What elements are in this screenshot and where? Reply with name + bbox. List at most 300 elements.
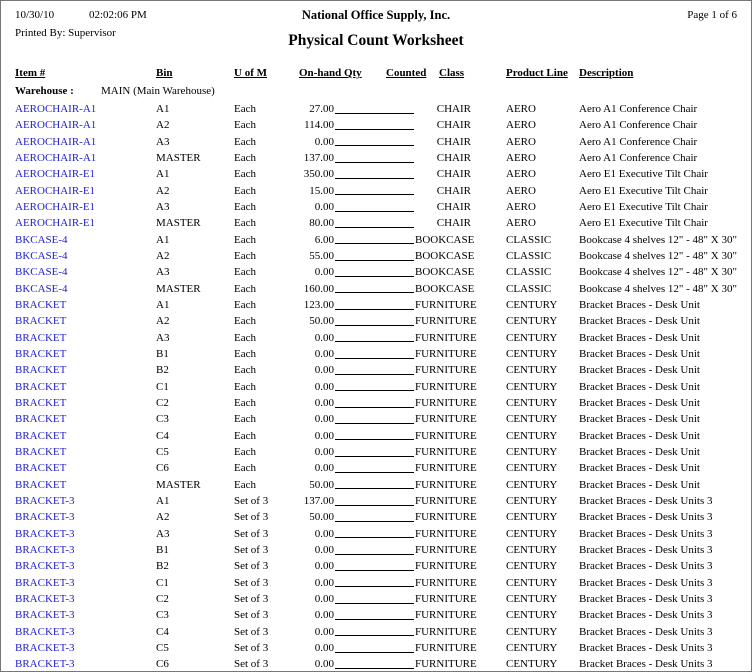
onhand-qty-cell: 137.00 <box>303 494 334 507</box>
class-cell: FURNITURE <box>415 478 477 491</box>
description-cell: Bracket Braces - Desk Units 3 <box>579 494 713 507</box>
counted-blank-line <box>334 460 415 476</box>
product-line-cell: CENTURY <box>506 560 558 573</box>
onhand-qty-cell: 123.00 <box>303 298 334 311</box>
onhand-qty-cell: 0.00 <box>314 331 334 344</box>
product-line-cell: CLASSIC <box>506 249 552 262</box>
table-row <box>15 330 739 346</box>
item-link[interactable]: BRACKET <box>15 315 67 328</box>
class-cell: CHAIR <box>436 184 471 197</box>
uom-cell: Each <box>234 429 256 442</box>
uom-cell: Each <box>234 347 256 360</box>
item-link[interactable]: BRACKET <box>15 478 67 491</box>
item-link[interactable]: BRACKET <box>15 462 67 475</box>
printed-by: Printed By: Supervisor <box>15 27 116 39</box>
table-row <box>15 183 739 199</box>
class-cell: FURNITURE <box>415 429 477 442</box>
product-line-cell: CENTURY <box>506 658 558 671</box>
product-line-cell: CLASSIC <box>506 282 552 295</box>
onhand-qty-cell: 0.00 <box>314 592 334 605</box>
class-cell: FURNITURE <box>415 494 477 507</box>
counted-blank-line <box>334 558 415 574</box>
onhand-qty-cell: 0.00 <box>314 641 334 654</box>
onhand-qty-cell: 80.00 <box>309 217 334 230</box>
bin-cell: A3 <box>156 135 170 148</box>
onhand-qty-cell: 0.00 <box>314 576 334 589</box>
product-line-cell: CENTURY <box>506 543 558 556</box>
counted-blank-line <box>334 395 415 411</box>
product-line-cell: AERO <box>506 200 536 213</box>
onhand-qty-cell: 114.00 <box>304 119 334 132</box>
counted-blank-line <box>334 362 415 378</box>
description-cell: Aero A1 Conference Chair <box>579 135 698 148</box>
counted-blank-line <box>334 248 415 264</box>
product-line-cell: CENTURY <box>506 478 558 491</box>
col-header-bin: Bin <box>156 67 173 79</box>
class-cell: FURNITURE <box>415 298 477 311</box>
class-cell: FURNITURE <box>415 331 477 344</box>
counted-blank-line <box>334 509 415 525</box>
product-line-cell: CLASSIC <box>506 266 552 279</box>
description-cell: Aero A1 Conference Chair <box>579 103 698 115</box>
onhand-qty-cell: 0.00 <box>314 135 334 148</box>
bin-cell: C4 <box>156 625 169 638</box>
class-cell: FURNITURE <box>415 445 477 458</box>
product-line-cell: CENTURY <box>506 527 558 540</box>
uom-cell: Each <box>234 298 256 311</box>
class-cell: FURNITURE <box>415 413 477 426</box>
item-link[interactable]: BRACKET-3 <box>15 527 75 540</box>
description-cell: Aero E1 Executive Tilt Chair <box>579 200 708 213</box>
uom-cell: Each <box>234 315 256 328</box>
bin-cell: C3 <box>156 413 169 426</box>
item-link[interactable]: BRACKET-3 <box>15 543 75 556</box>
table-row <box>15 232 739 248</box>
description-cell: Bookcase 4 shelves 12" - 48" X 30" <box>579 249 737 262</box>
description-cell: Bracket Braces - Desk Unit <box>579 347 700 360</box>
onhand-qty-cell: 55.00 <box>309 249 334 262</box>
bin-cell: B1 <box>156 347 169 360</box>
report-date: 10/30/10 <box>15 9 55 21</box>
item-link[interactable]: BKCASE-4 <box>15 233 68 246</box>
table-row <box>15 428 739 444</box>
product-line-cell: CENTURY <box>506 511 558 524</box>
description-cell: Bracket Braces - Desk Unit <box>579 364 700 377</box>
counted-blank-line <box>334 591 415 607</box>
col-header-uom: U of M <box>234 67 267 79</box>
counted-blank-line <box>334 346 415 362</box>
description-cell: Aero E1 Executive Tilt Chair <box>579 184 708 197</box>
onhand-qty-cell: 0.00 <box>314 625 334 638</box>
item-link[interactable]: BRACKET-3 <box>15 658 75 671</box>
item-link[interactable]: BRACKET-3 <box>15 576 75 589</box>
description-cell: Bracket Braces - Desk Unit <box>579 413 700 426</box>
table-row <box>15 444 739 460</box>
product-line-cell: CLASSIC <box>506 233 552 246</box>
class-cell: FURNITURE <box>415 543 477 556</box>
bin-cell: A1 <box>156 233 170 246</box>
table-row <box>15 248 739 264</box>
bin-cell: A1 <box>156 103 170 115</box>
table-row <box>15 395 739 411</box>
product-line-cell: CENTURY <box>506 625 558 638</box>
onhand-qty-cell: 50.00 <box>309 315 334 328</box>
product-line-cell: AERO <box>506 168 536 181</box>
description-cell: Bracket Braces - Desk Unit <box>579 380 700 393</box>
class-cell: FURNITURE <box>415 658 477 671</box>
description-cell: Bracket Braces - Desk Unit <box>579 331 700 344</box>
onhand-qty-cell: 0.00 <box>314 445 334 458</box>
table-row <box>15 640 739 656</box>
item-link[interactable]: AEROCHAIR-E1 <box>15 184 96 197</box>
description-cell: Bracket Braces - Desk Units 3 <box>579 576 713 589</box>
col-header-counted: Counted <box>386 67 427 79</box>
table-row <box>15 215 739 231</box>
product-line-cell: CENTURY <box>506 462 558 475</box>
bin-cell: C6 <box>156 462 169 475</box>
bin-cell: A3 <box>156 266 170 279</box>
onhand-qty-cell: 0.00 <box>314 429 334 442</box>
class-cell: BOOKCASE <box>415 233 475 246</box>
item-link[interactable]: BRACKET <box>15 413 67 426</box>
counted-blank-line <box>334 379 415 395</box>
table-row <box>15 134 739 150</box>
bin-cell: MASTER <box>156 217 201 230</box>
uom-cell: Each <box>234 119 256 132</box>
bin-cell: A3 <box>156 527 170 540</box>
description-cell: Bracket Braces - Desk Units 3 <box>579 543 713 556</box>
product-line-cell: AERO <box>506 151 536 164</box>
counted-blank-line <box>334 428 415 444</box>
bin-cell: A2 <box>156 184 170 197</box>
onhand-qty-cell: 6.00 <box>314 233 334 246</box>
bin-cell: MASTER <box>156 151 201 164</box>
item-link[interactable]: AEROCHAIR-E1 <box>15 200 96 213</box>
bin-cell: A3 <box>156 331 170 344</box>
description-cell: Bracket Braces - Desk Unit <box>579 298 700 311</box>
class-cell: BOOKCASE <box>415 249 475 262</box>
bin-cell: A1 <box>156 168 170 181</box>
counted-blank-line <box>334 313 415 329</box>
onhand-qty-cell: 0.00 <box>314 380 334 393</box>
uom-cell: Set of 3 <box>234 625 269 638</box>
onhand-qty-cell: 160.00 <box>303 282 334 295</box>
class-cell: FURNITURE <box>415 527 477 540</box>
uom-cell: Each <box>234 413 256 426</box>
product-line-cell: AERO <box>506 217 536 230</box>
uom-cell: Each <box>234 217 256 230</box>
uom-cell: Set of 3 <box>234 592 269 605</box>
counted-blank-line <box>334 101 415 117</box>
product-line-cell: CENTURY <box>506 576 558 589</box>
product-line-cell: CENTURY <box>506 445 558 458</box>
item-link[interactable]: BRACKET <box>15 298 67 311</box>
uom-cell: Each <box>234 135 256 148</box>
uom-cell: Each <box>234 445 256 458</box>
item-link[interactable]: AEROCHAIR-E1 <box>15 168 96 181</box>
uom-cell: Each <box>234 103 256 115</box>
counted-blank-line <box>334 297 415 313</box>
table-row <box>15 362 739 378</box>
onhand-qty-cell: 50.00 <box>309 478 334 491</box>
description-cell: Bracket Braces - Desk Unit <box>579 396 700 409</box>
counted-blank-line <box>334 656 415 672</box>
item-link[interactable]: BRACKET-3 <box>15 494 75 507</box>
description-cell: Aero A1 Conference Chair <box>579 151 698 164</box>
class-cell: BOOKCASE <box>415 266 475 279</box>
counted-blank-line <box>334 330 415 346</box>
item-link[interactable]: BRACKET-3 <box>15 609 75 622</box>
uom-cell: Set of 3 <box>234 658 269 671</box>
uom-cell: Each <box>234 266 256 279</box>
product-line-cell: CENTURY <box>506 609 558 622</box>
onhand-qty-cell: 0.00 <box>314 364 334 377</box>
table-row <box>15 460 739 476</box>
table-row <box>15 297 739 313</box>
counted-blank-line <box>334 624 415 640</box>
item-link[interactable]: BRACKET-3 <box>15 592 75 605</box>
class-cell: CHAIR <box>436 200 471 213</box>
item-link[interactable]: BRACKET-3 <box>15 560 75 573</box>
class-cell: FURNITURE <box>415 592 477 605</box>
uom-cell: Each <box>234 331 256 344</box>
uom-cell: Each <box>234 462 256 475</box>
bin-cell: A2 <box>156 249 170 262</box>
table-row <box>15 607 739 623</box>
uom-cell: Each <box>234 249 256 262</box>
product-line-cell: AERO <box>506 119 536 132</box>
onhand-qty-cell: 0.00 <box>314 266 334 279</box>
counted-blank-line <box>334 134 415 150</box>
class-cell: FURNITURE <box>415 347 477 360</box>
product-line-cell: CENTURY <box>506 592 558 605</box>
bin-cell: C1 <box>156 380 169 393</box>
item-link[interactable]: AEROCHAIR-A1 <box>15 103 97 115</box>
uom-cell: Set of 3 <box>234 641 269 654</box>
uom-cell: Each <box>234 396 256 409</box>
item-link[interactable]: BRACKET-3 <box>15 511 75 524</box>
item-link[interactable]: BRACKET <box>15 347 67 360</box>
bin-cell: C3 <box>156 609 169 622</box>
class-cell: FURNITURE <box>415 364 477 377</box>
report-title: Physical Count Worksheet <box>288 32 464 49</box>
warehouse-value: MAIN (Main Warehouse) <box>101 85 215 97</box>
onhand-qty-cell: 0.00 <box>314 609 334 622</box>
table-row <box>15 591 739 607</box>
onhand-qty-cell: 0.00 <box>314 658 334 671</box>
onhand-qty-cell: 0.00 <box>314 527 334 540</box>
counted-blank-line <box>334 493 415 509</box>
onhand-qty-cell: 50.00 <box>309 511 334 524</box>
onhand-qty-cell: 350.00 <box>303 168 334 181</box>
class-cell: FURNITURE <box>415 625 477 638</box>
item-link[interactable]: BKCASE-4 <box>15 249 68 262</box>
description-cell: Bracket Braces - Desk Unit <box>579 445 700 458</box>
bin-cell: C2 <box>156 396 169 409</box>
class-cell: CHAIR <box>436 103 471 115</box>
bin-cell: A3 <box>156 200 170 213</box>
bin-cell: C1 <box>156 576 169 589</box>
bin-cell: B2 <box>156 560 169 573</box>
uom-cell: Each <box>234 380 256 393</box>
table-row <box>15 166 739 182</box>
col-header-item: Item # <box>15 67 46 79</box>
product-line-cell: CENTURY <box>506 347 558 360</box>
product-line-cell: CENTURY <box>506 331 558 344</box>
counted-blank-line <box>334 215 415 231</box>
class-cell: FURNITURE <box>415 380 477 393</box>
uom-cell: Set of 3 <box>234 511 269 524</box>
product-line-cell: CENTURY <box>506 315 558 328</box>
col-header-description: Description <box>579 67 634 79</box>
uom-cell: Each <box>234 478 256 491</box>
class-cell: CHAIR <box>436 151 471 164</box>
bin-cell: B2 <box>156 364 169 377</box>
item-link[interactable]: BRACKET <box>15 380 67 393</box>
table-row <box>15 575 739 591</box>
bin-cell: A2 <box>156 315 170 328</box>
counted-blank-line <box>334 264 415 280</box>
product-line-cell: CENTURY <box>506 298 558 311</box>
description-cell: Bracket Braces - Desk Unit <box>579 462 700 475</box>
table-row <box>15 346 739 362</box>
counted-blank-line <box>334 411 415 427</box>
class-cell: FURNITURE <box>415 511 477 524</box>
column-headers <box>15 67 739 83</box>
table-row <box>15 656 739 672</box>
class-cell: FURNITURE <box>415 396 477 409</box>
product-line-cell: CENTURY <box>506 396 558 409</box>
company-name: National Office Supply, Inc. <box>301 8 451 22</box>
item-link[interactable]: BKCASE-4 <box>15 266 68 279</box>
item-link[interactable]: BRACKET-3 <box>15 625 75 638</box>
counted-blank-line <box>334 477 415 493</box>
onhand-qty-cell: 0.00 <box>314 200 334 213</box>
uom-cell: Each <box>234 200 256 213</box>
onhand-qty-cell: 0.00 <box>314 543 334 556</box>
counted-blank-line <box>334 526 415 542</box>
col-header-class: Class <box>439 67 465 79</box>
uom-cell: Set of 3 <box>234 494 269 507</box>
onhand-qty-cell: 0.00 <box>314 560 334 573</box>
description-cell: Bracket Braces - Desk Units 3 <box>579 560 713 573</box>
uom-cell: Each <box>234 151 256 164</box>
item-link[interactable]: BRACKET <box>15 429 67 442</box>
description-cell: Aero A1 Conference Chair <box>579 119 698 132</box>
onhand-qty-cell: 27.00 <box>309 103 334 115</box>
item-link[interactable]: BKCASE-4 <box>15 282 68 295</box>
uom-cell: Set of 3 <box>234 609 269 622</box>
item-link[interactable]: BRACKET <box>15 445 67 458</box>
counted-blank-line <box>334 232 415 248</box>
onhand-qty-cell: 0.00 <box>314 347 334 360</box>
counted-blank-line <box>334 281 415 297</box>
counted-blank-line <box>334 607 415 623</box>
item-link[interactable]: AEROCHAIR-E1 <box>15 217 96 230</box>
col-header-product-line: Product Line <box>506 67 568 79</box>
warehouse-label: Warehouse : <box>15 85 74 97</box>
table-row <box>15 281 739 297</box>
table-row <box>15 313 739 329</box>
table-row <box>15 411 739 427</box>
item-link[interactable]: BRACKET <box>15 331 67 344</box>
class-cell: FURNITURE <box>415 576 477 589</box>
bin-cell: C2 <box>156 592 169 605</box>
item-link[interactable]: BRACKET <box>15 396 67 409</box>
bin-cell: A2 <box>156 119 170 132</box>
bin-cell: MASTER <box>156 478 201 491</box>
class-cell: FURNITURE <box>415 462 477 475</box>
product-line-cell: AERO <box>506 103 536 115</box>
item-link[interactable]: AEROCHAIR-A1 <box>15 151 97 164</box>
description-cell: Bracket Braces - Desk Unit <box>579 429 700 442</box>
table-body <box>15 101 739 672</box>
item-link[interactable]: AEROCHAIR-A1 <box>15 135 97 148</box>
table-row <box>15 477 739 493</box>
bin-cell: A1 <box>156 298 170 311</box>
description-cell: Bookcase 4 shelves 12" - 48" X 30" <box>579 266 737 279</box>
table-row <box>15 526 739 542</box>
counted-blank-line <box>334 444 415 460</box>
item-link[interactable]: AEROCHAIR-A1 <box>15 119 97 132</box>
bin-cell: C4 <box>156 429 169 442</box>
bin-cell: B1 <box>156 543 169 556</box>
table-row <box>15 624 739 640</box>
class-cell: CHAIR <box>436 217 471 230</box>
description-cell: Bracket Braces - Desk Units 3 <box>579 527 713 540</box>
table-row <box>15 117 739 133</box>
description-cell: Bracket Braces - Desk Unit <box>579 315 700 328</box>
description-cell: Bookcase 4 shelves 12" - 48" X 30" <box>579 282 737 295</box>
onhand-qty-cell: 137.00 <box>303 151 334 164</box>
warehouse-group-row <box>15 85 739 101</box>
counted-blank-line <box>334 183 415 199</box>
table-row <box>15 379 739 395</box>
bin-cell: A1 <box>156 494 170 507</box>
description-cell: Bracket Braces - Desk Units 3 <box>579 592 713 605</box>
onhand-qty-cell: 15.00 <box>309 184 334 197</box>
class-cell: FURNITURE <box>415 560 477 573</box>
table-row <box>15 509 739 525</box>
uom-cell: Set of 3 <box>234 560 269 573</box>
counted-blank-line <box>334 166 415 182</box>
description-cell: Bracket Braces - Desk Units 3 <box>579 625 713 638</box>
onhand-qty-cell: 0.00 <box>314 462 334 475</box>
product-line-cell: CENTURY <box>506 429 558 442</box>
counted-blank-line <box>334 150 415 166</box>
uom-cell: Each <box>234 184 256 197</box>
table-row <box>15 101 739 117</box>
description-cell: Aero E1 Executive Tilt Chair <box>579 168 708 181</box>
class-cell: CHAIR <box>436 119 471 132</box>
class-cell: BOOKCASE <box>415 282 475 295</box>
item-link[interactable]: BRACKET <box>15 364 67 377</box>
report-time: 02:02:06 PM <box>89 9 147 21</box>
uom-cell: Each <box>234 282 256 295</box>
item-link[interactable]: BRACKET-3 <box>15 641 75 654</box>
description-cell: Bracket Braces - Desk Units 3 <box>579 609 713 622</box>
uom-cell: Set of 3 <box>234 576 269 589</box>
description-cell: Bookcase 4 shelves 12" - 48" X 30" <box>579 233 737 246</box>
class-cell: FURNITURE <box>415 315 477 328</box>
table-row <box>15 493 739 509</box>
product-line-cell: CENTURY <box>506 494 558 507</box>
counted-blank-line <box>334 199 415 215</box>
description-cell: Bracket Braces - Desk Units 3 <box>579 641 713 654</box>
table-row <box>15 264 739 280</box>
product-line-cell: AERO <box>506 184 536 197</box>
counted-blank-line <box>334 542 415 558</box>
